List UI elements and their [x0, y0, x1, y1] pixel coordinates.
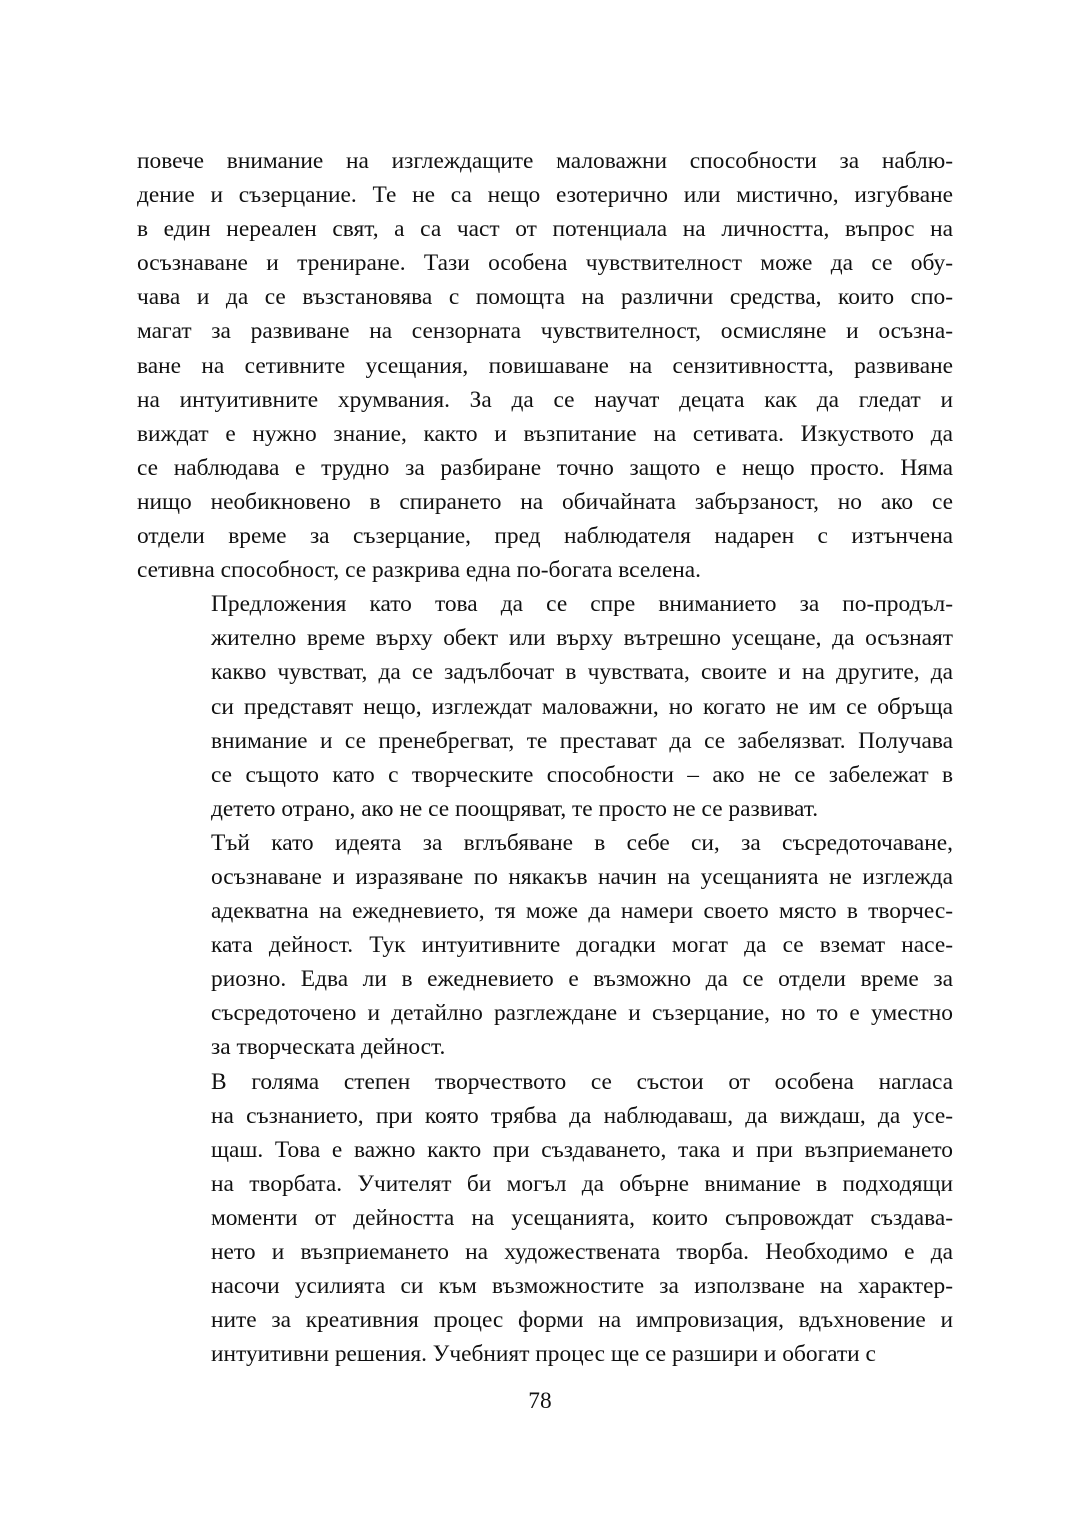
text-line: щаш. Това е важно както при създаването, така и при възприемането	[211, 1136, 953, 1163]
text-line: моменти от дейността на усещанията, които съпровождат създава-	[211, 1204, 953, 1231]
text-line: чава и да се възстановява с помощта на различни средства, които спо-	[137, 284, 953, 311]
text-line: на съзнанието, при която трябва да наблюдаваш, да виждаш, да усе-	[211, 1102, 953, 1129]
text-line: на творбата. Учителят би могъл да обърне внимание в подходящи	[211, 1170, 953, 1197]
paragraph	[137, 1065, 953, 1372]
text-line: се наблюдава е трудно за разбиране точно защото е нещо просто. Няма	[137, 454, 953, 481]
text-line: В голяма степен творчеството се състои от особена нагласа	[211, 1068, 953, 1095]
paragraph	[137, 144, 953, 587]
text-line: ване на сетивните усещания, повишаване на сензитивността, развиване	[137, 352, 953, 379]
text-line: в един нереален свят, а са част от потенциала на личността, въпрос на	[137, 216, 953, 243]
paragraph	[137, 587, 953, 826]
text-line: Предложения като това да се спре вниманието за по-продъл-	[211, 591, 953, 618]
text-line: детето отрано, ако не се поощряват, те просто не се развиват.	[211, 795, 819, 822]
text-line: сетивна способност, се разкрива една по-богата вселена.	[137, 557, 702, 584]
text-line: риозно. Едва ли в ежедневието е възможно да се отдели време за	[211, 966, 953, 993]
text-line: осъзнаване и трениране. Тази особена чувствителност може да се обу-	[137, 250, 953, 277]
body-text	[137, 144, 953, 1371]
text-line: отдели време за съзерцание, пред наблюдателя надарен с изтънчена	[137, 523, 953, 550]
text-line: какво чувстват, да се задълбочат в чувствата, своите и на другите, да	[211, 659, 953, 686]
text-line: се същото като с творческите способности – ако не се забележат в	[211, 761, 953, 788]
text-line: съсредоточено и детайлно разглеждане и съзерцание, но то е уместно	[211, 1000, 953, 1027]
text-line: магат за развиване на сензорната чувствителност, осмисляне и осъзна-	[137, 318, 953, 345]
paragraph	[137, 826, 953, 1065]
text-line: внимание и се пренебрегват, те престават да се забелязват. Получава	[211, 727, 953, 754]
text-line: жително време върху обект или върху вътрешно усещане, да осъзнаят	[211, 625, 953, 652]
text-line: интуитивни решения. Учебният процес ще се разшири и обогати с	[211, 1341, 876, 1368]
text-line: нето и възприемането на художествената творба. Необходимо е да	[211, 1239, 953, 1265]
page-number: 78	[528, 1388, 552, 1414]
text-line: осъзнаване и изразяване по някакъв начин на усещанията не изглежда	[211, 863, 953, 890]
text-line: дение и съзерцание. Те не са нещо езотерично или мистично, изгубване	[137, 182, 953, 209]
text-line: за творческата дейност.	[211, 1034, 446, 1061]
text-line: на интуитивните хрумвания. За да се научат децата как да гледат и	[137, 386, 953, 413]
text-line: Тъй като идеята за вглъбяване в себе си, за съсредоточаване,	[211, 829, 953, 856]
text-line: ката дейност. Тук интуитивните догадки могат да се вземат насе-	[211, 932, 953, 959]
text-line: насочи усилията си към възможностите за използване на характер-	[211, 1273, 953, 1300]
text-line: виждат е нужно знание, както и възпитание на сетивата. Изкуството да	[137, 420, 953, 447]
text-line: си представят нещо, изглеждат маловажни, но когато не им се обръща	[211, 693, 953, 720]
text-line: ните за креативния процес форми на импровизация, вдъхновение и	[211, 1307, 953, 1334]
text-line: повече внимание на изглеждащите маловажни способности за наблю-	[137, 148, 953, 174]
text-line: адекватна на ежедневието, тя може да намери своето място в творчес-	[211, 898, 953, 925]
text-line: нищо необикновено в спирането на обичайната забързаност, но ако се	[137, 488, 953, 515]
